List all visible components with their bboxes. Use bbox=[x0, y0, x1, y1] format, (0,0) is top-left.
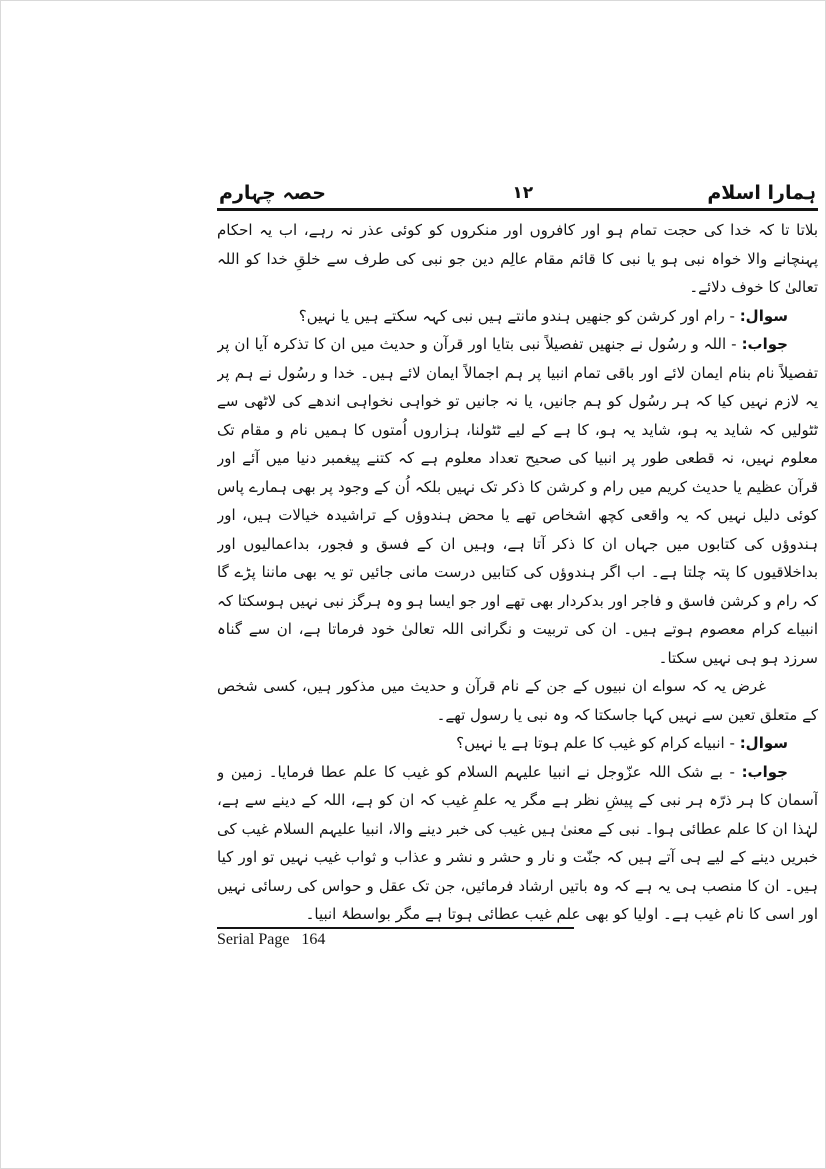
serial-page-label: Serial Page bbox=[217, 931, 290, 948]
header-page-number: ۱۲ bbox=[512, 183, 534, 203]
paragraph-text: بلاتا تا کہ خدا کی حجت تمام ہو اور کافروں اور منکروں کو کوئی عذر نہ رہے، اب یہ احکام پہنچانے والا خواہ نبی ہو یا نبی کا قائم مقام عالِم دین جو نبی کی طرف سے خلقِ خدا کو اللہ تعالیٰ کا خوف دلائے۔ bbox=[217, 221, 818, 296]
answer-text: - اللہ و رسُول نے جنھیں تفصیلاً نبی بتایا اور قرآن و حدیث میں ان کا تذکرہ آیا ان پر تفصیلاً نام بنام ایمان لائے اور باقی تمام انبیا پر ہم اجمالاً ایمان لائے ہیں۔ خدا و رسُول نے ہم پر یہ لازم نہیں کیا کہ ہر رسُول کو ہم جانیں، یا نہ جانیں تو خواہی نخواہی اندھے کی لاٹھی سے ٹٹولیں کہ شاید یہ ہو، شاید یہ ہو، کا ہے کے لیے ٹٹولنا، ہزاروں اُمتوں کا ہمیں نام و مقام تک معلوم نہیں، نہ قطعی طور پر انبیا کی صحیح تعداد معلوم ہے کہ کتنے پیغمبر دنیا میں آئے اور قرآن عظیم یا حدیث کریم میں رام و کرشن کا ذکر تک نہیں بلکہ اُن کے وجود پر بھی ہمارے پاس کوئی دلیل نہیں کہ یہ واقعی کچھ اشخاص تھے یا محض ہندوؤں کے تراشیدہ خیالات ہیں، اور ہندوؤں کی کتابوں میں جہاں ان کا ذکر آتا ہے، وہیں ان کے فسق و فجور، بداعمالیوں اور بداخلاقیوں کا پتہ چلتا ہے۔ اب اگر ہندوؤں کی کتابیں درست مانی جائیں تو یہ بھی ماننا پڑے گا کہ رام و کرشن فاسق و فاجر اور بدکردار بھی تھے اور جو ایسا ہو وہ ہرگز نبی نہیں ہوسکتا کہ انبیاے کرام معصوم ہوتے ہیں۔ ان کی تربیت و نگرانی اللہ تعالیٰ خود فرماتا ہے، ان سے گناہ سرزد ہو ہی نہیں سکتا۔ bbox=[217, 335, 818, 667]
question-label: سوال: bbox=[739, 734, 788, 752]
footer-rule bbox=[217, 927, 574, 929]
answer-paragraph bbox=[217, 330, 818, 672]
answer-paragraph bbox=[217, 758, 818, 925]
page-content bbox=[217, 181, 818, 924]
question-text: - رام اور کرشن کو جنھیں ہندو مانتے ہیں نبی کہہ سکتے ہیں یا نہیں؟ bbox=[298, 306, 735, 325]
header-section-title: حصہ چہارم bbox=[219, 182, 327, 204]
question-text: - انبیاے کرام کو غیب کا علم ہوتا ہے یا نہیں؟ bbox=[456, 734, 735, 752]
question-paragraph bbox=[217, 302, 818, 331]
body-text bbox=[217, 216, 818, 924]
serial-page-number: 164 bbox=[301, 931, 326, 948]
answer-label: جواب: bbox=[741, 335, 788, 353]
question-paragraph bbox=[217, 729, 818, 758]
serial-page bbox=[217, 931, 818, 949]
summary-paragraph bbox=[217, 672, 818, 729]
header-rule bbox=[217, 208, 818, 211]
header-book-title: ہمارا اسلام bbox=[707, 182, 816, 204]
answer-text: - بے شک اللہ عزّوجل نے انبیا علیہم السلام کو غیب کا علم عطا فرمایا۔ زمین و آسمان کا ہر ذرّہ ہر نبی کے پیشِ نظر ہے مگر یہ علمِ غیب کہ ان کو ہے، اللہ کے دینے سے ہے، لہٰذا ان کا علم عطائی ہوا۔ نبی کے معنیٰ ہیں غیب کی خبر دینے والا، انبیا علیہم السلام غیب کی خبریں دینے کے لیے ہی آتے ہیں کہ جنّت و نار و حشر و نشر و عذاب و ثواب غیب نہیں تو اور کیا ہیں۔ ان کا منصب ہی یہ ہے کہ وہ باتیں ارشاد فرمائیں، جن تک عقل و حواس کی رسائی نہیں اور اسی کا نام غیب ہے۔ اولیا کو بھی علمِ غیب عطائی ہوتا ہے مگر بواسطۂ انبیا۔ bbox=[217, 762, 818, 923]
paragraph-text: غرض یہ کہ سواے ان نبیوں کے جن کے نام قرآن و حدیث میں مذکور ہیں، کسی شخص کے متعلق تعین سے نہیں کہا جاسکتا کہ وہ نبی یا رسول تھے۔ bbox=[217, 677, 818, 724]
answer-label: جواب: bbox=[741, 762, 788, 781]
question-label: سوال: bbox=[739, 306, 788, 325]
running-head bbox=[217, 181, 818, 208]
page-footer bbox=[217, 927, 818, 949]
paragraph-continuation bbox=[217, 216, 818, 302]
